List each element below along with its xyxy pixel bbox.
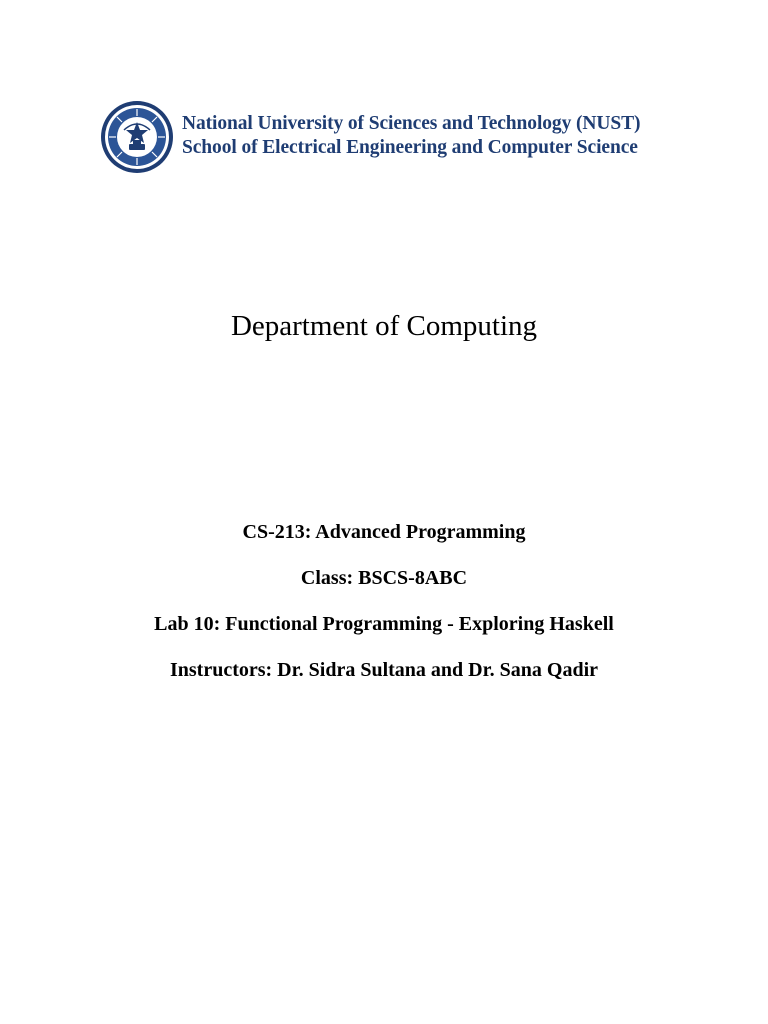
letterhead-text: [182, 112, 682, 160]
university-name: National University of Sciences and Technology (NUST): [182, 113, 641, 134]
instructors-label: Instructors: Dr. Sidra Sultana and Dr. Sana Qadir: [169, 659, 599, 681]
lab-title: Lab 10: Functional Programming - Exploring Haskell: [154, 613, 614, 635]
nust-seal-icon: [100, 100, 174, 174]
school-name: School of Electrical Engineering and Computer Science: [182, 137, 638, 158]
letterhead: [100, 100, 680, 176]
course-title: CS-213: Advanced Programming: [242, 521, 526, 543]
department-title: Department of Computing: [230, 310, 538, 342]
class-label: Class: BSCS-8ABC: [300, 567, 468, 589]
